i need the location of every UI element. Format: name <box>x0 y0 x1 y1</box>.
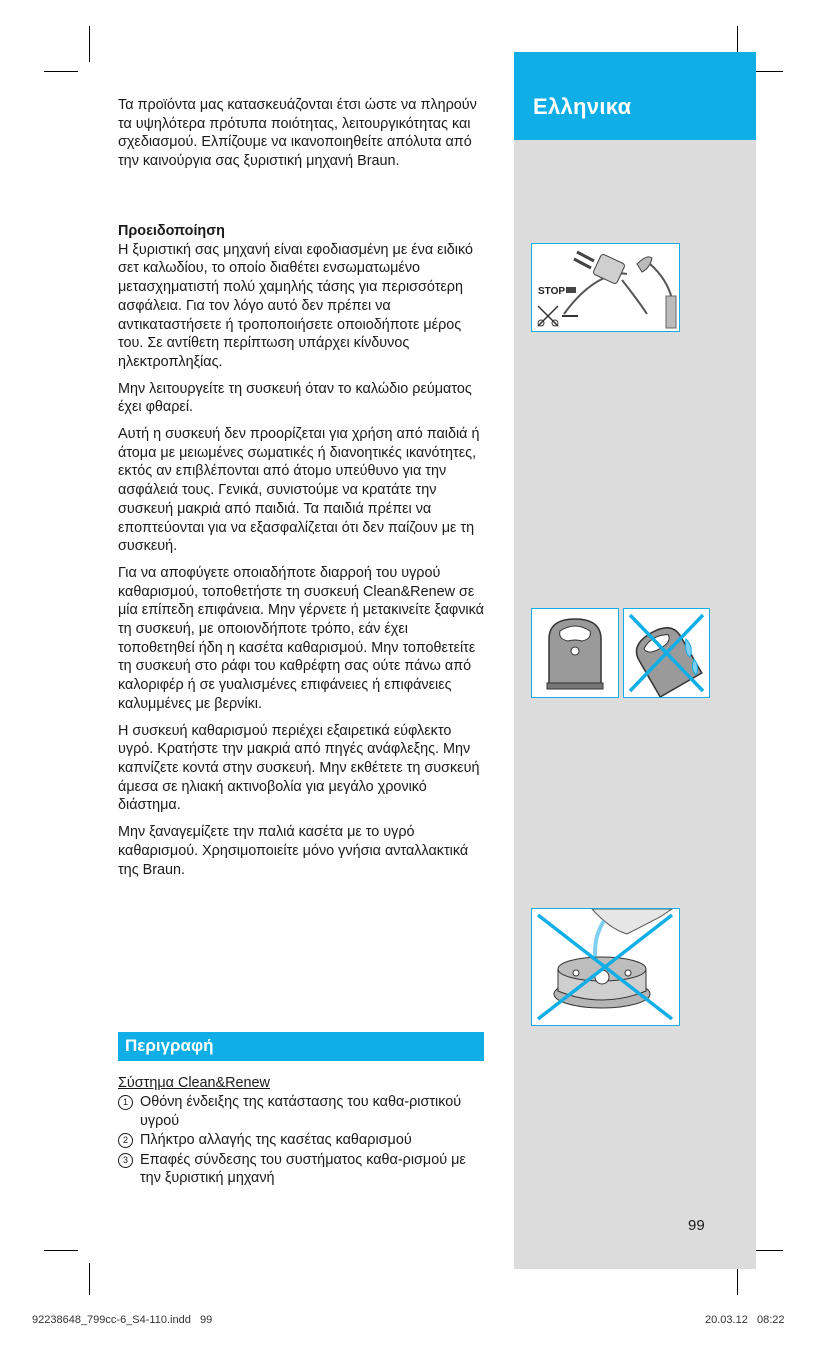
crop-mark <box>89 1263 90 1295</box>
item-text: Επαφές σύνδεσης του συστήματος καθα-ρισμού με την ξυριστική μηχανή <box>140 1151 466 1186</box>
crop-mark <box>89 26 90 62</box>
warning-section <box>118 222 486 879</box>
item-text: Οθόνη ένδειξης της κατάστασης του καθα-ριστικού υγρού <box>140 1094 462 1129</box>
page-number: 99 <box>688 1217 705 1234</box>
figure-no-refill <box>531 908 680 1026</box>
figure-cord-warning <box>531 243 680 332</box>
warning-paragraph: Αυτή η συσκευή δεν προορίζεται για χρήση από παιδιά ή άτομα με μειωμένες σωματικές ή διανοητικές ικανότητες, εκτός αν επιβλέπονται από άτομο υπεύθυνο για την ασφάλειά τους. Γενικά, συνιστούμε να κρατάτε την συσκευή μακριά από παιδιά. Τα παιδιά πρέπει να εποπτεύονται για να εξασφαλίζεται ότι δεν παίζουν με τη συσκευή. <box>118 426 480 555</box>
station-tilted-illustration <box>624 609 709 697</box>
stop-label: STOP <box>538 286 566 297</box>
description-title: Περιγραφή <box>125 1036 214 1055</box>
warning-heading: Προειδοποίηση <box>118 223 225 239</box>
warning-paragraph: Μην λειτουργείτε τη συσκευή όταν το καλώδιο ρεύματος έχει φθαρεί. <box>118 380 472 416</box>
cord-plug-illustration <box>532 244 679 331</box>
item-number: 1 <box>118 1095 133 1110</box>
intro-text-block <box>118 96 486 171</box>
list-item <box>118 1093 486 1130</box>
item-number: 2 <box>118 1133 133 1148</box>
warning-paragraph: Μην ξαναγεμίζετε την παλιά κασέτα με το υγρό καθαρισμού. Χρησιμοποιείτε μόνο γνήσια ανταλλακτικά της Braun. <box>118 824 469 878</box>
figure-station-tilted <box>623 608 710 698</box>
crop-mark <box>44 71 78 72</box>
station-upright-illustration <box>532 609 618 697</box>
footer-file-info: 92238648_799cc-6_S4-110.indd 99 <box>32 1314 213 1326</box>
warning-paragraph: Η συσκευή καθαρισμού περιέχει εξαιρετικά εύφλεκτο υγρό. Κρατήστε την μακριά από πηγές ανάφλεξης. Μην καπνίζετε κοντά στην συσκευή. Μην εκθέτετε τη συσκευή άμεσα σε ηλιακή ακτινοβολία για μεγάλο χρονικό διάστημα. <box>118 722 480 814</box>
item-number: 3 <box>118 1153 133 1168</box>
list-item <box>118 1151 486 1188</box>
intro-paragraph: Τα προϊόντα μας κατασκευάζονται έτσι ώστε να πληρούν τα υψηλότερα πρότυπα ποιότητας, λειτουργικότητας και σχεδιασμού. Ελπίζουμε να ικανοποιηθείτε απόλυτα από την καινούργια σας ξυριστική μηχανή Braun. <box>118 97 477 170</box>
footer-date: 20.03.12 08:22 <box>705 1314 785 1326</box>
list-item <box>118 1131 486 1150</box>
description-subtitle: Σύστημα Clean&Renew <box>118 1075 270 1091</box>
parts-list <box>118 1093 486 1189</box>
item-text: Πλήκτρο αλλαγής της κασέτας καθαρισμού <box>140 1132 412 1148</box>
warning-paragraph: Για να αποφύγετε οποιαδήποτε διαρροή του υγρού καθαρισμού, τοποθετήστε τη συσκευή Clean&Renew σε μία επίπεδη επιφάνεια. Μην γέρνετε ή μετακινείτε ξαφνικά τη συσκευή, με οποιονδήποτε τρόπο, εάν έχει τοποθετηθεί ήδη η κασέτα καθαρισμού. Μην τοποθετείτε τη συσκευή στο ράφι του καθρέφτη σας ούτε πάνω από καλοριφέρ ή σε γυαλισμένες επιφάνειες ή επιφάνειες καλυμμένες με βερνίκι. <box>118 564 484 712</box>
figure-station-upright <box>531 608 619 698</box>
warning-paragraph: Η ξυριστική σας μηχανή είναι εφοδιασμένη με ένα ειδικό σετ καλωδίου, το οποίο διαθέτει ενσωματωμένο μετασχηματιστή πολύ χαμηλής τάσης για περισσότερη ασφάλεια. Για τον λόγο αυτό δεν πρέπει να αντικαταστήσετε ή τροποποιήσετε οποιοδήποτε μέρος του. Σε αντίθετη περίπτωση υπάρχει κίνδυνος ηλεκτροπληξίας. <box>118 241 474 370</box>
no-refill-illustration <box>532 909 679 1025</box>
crop-mark <box>44 1250 78 1251</box>
language-title: Ελληνικα <box>533 94 632 119</box>
